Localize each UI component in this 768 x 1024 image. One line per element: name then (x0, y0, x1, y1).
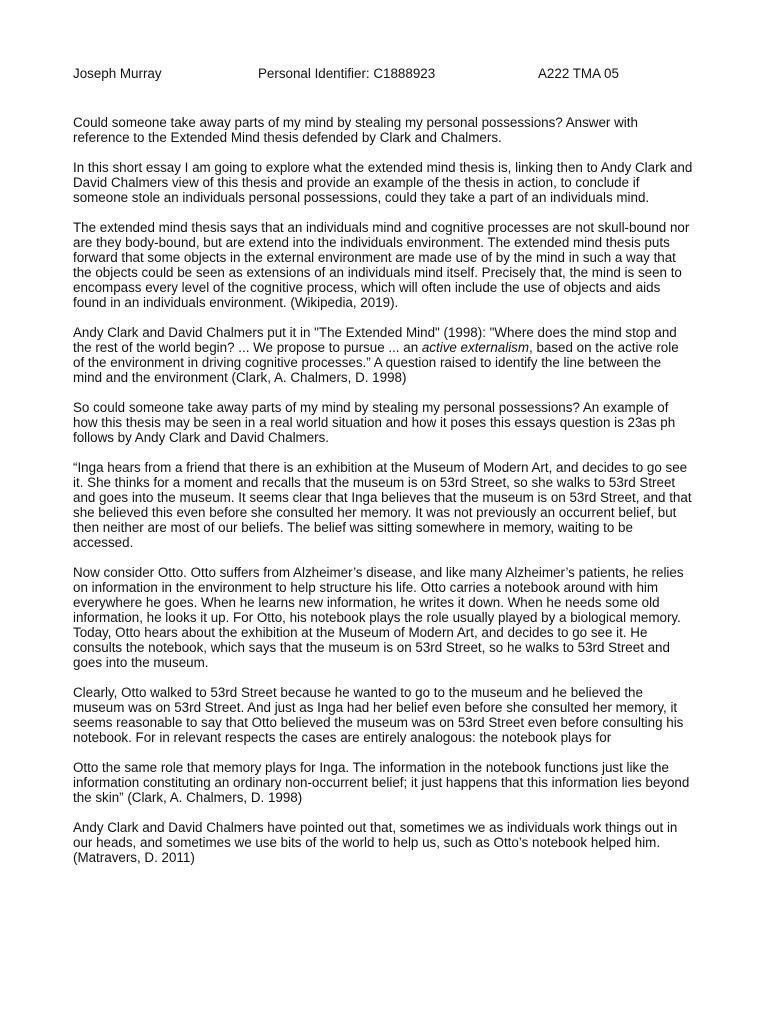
paragraph-inga: “Inga hears from a friend that there is an exhibition at the Museum of Modern Art, and decides to go see it. She thinks for a moment and recalls that the museum is on 53rd Street, so she walks to 53rd Street and goes into the museum. It seems clear that Inga believes that the museum is on 53rd Street, and that she believed this even before she consulted her memory. It was not previously an occurrent belief, but then neither are most of our beliefs. The belief was sitting somewhere in memory, waiting to be accessed. (73, 460, 692, 550)
document-header (73, 66, 693, 81)
paragraph-otto: Now consider Otto. Otto suffers from Alzheimer’s disease, and like many Alzheimer’s patients, he relies on information in the environment to help structure his life. Otto carries a notebook around with him everywhere he goes. When he learns new information, he writes it down. When he needs some old information, he looks it up. For Otto, his notebook plays the role usually played by a biological memory. Today, Otto hears about the exhibition at the Museum of Modern Art, and decides to go see it. He consults the notebook, which says that the museum is on 53rd Street, so he walks to 53rd Street and goes into the museum. (73, 565, 684, 670)
quote-text-end: , based on the active role of the environment in driving cognitive processes.” A question raised to identify the line between the mind and the environment (Clark, A. Chalmers, D. 1998) (73, 340, 679, 385)
document-page (73, 66, 693, 880)
quote-text-start: Andy Clark and David Chalmers put it in "The Extended Mind" (1998): "Where does the mind stop and the rest of the world begin? ... We propose to pursue ... an (73, 325, 677, 355)
paragraph-introduction: In this short essay I am going to explore what the extended mind thesis is, linking then to Andy Clark and David Chalmers view of this thesis and provide an example of the thesis in action, to conclude if someone stole an individuals personal possessions, could they take a part of an individuals mind. (73, 160, 693, 205)
paragraph-thesis-definition: The extended mind thesis says that an individuals mind and cognitive processes are not skull-bound nor are they body-bound, but are extend into the individuals environment. The extended mind thesis puts forward that some objects in the external environment are made use of by the mind in such a way that the objects could be seen as extensions of an individuals mind itself. Precisely that, the mind is seen to encompass every level of the cognitive process, which will often include the use of objects and aids found in an individuals environment. (Wikipedia, 2019). (73, 220, 690, 310)
paragraph-example-intro: So could someone take away parts of my mind by stealing my personal possessions? An example of how this thesis may be seen in a real world situation and how it poses this essays question is 23as ph follows by Andy Clark and David Chalmers. (73, 400, 676, 445)
paragraph-clark-chalmers-quote (73, 325, 693, 385)
author-name: Joseph Murray (73, 66, 162, 81)
paragraph-otto-analysis: Clearly, Otto walked to 53rd Street because he wanted to go to the museum and he believed the museum was on 53rd Street. And just as Inga had her belief even before she consulted her memory, it seems reasonable to say that Otto believed the museum was on 53rd Street even before consulting his notebook. For in relevant respects the cases are entirely analogous: the notebook plays for (73, 685, 684, 745)
paragraph-otto-conclusion: Otto the same role that memory plays for Inga. The information in the notebook functions just like the information constituting an ordinary non-occurrent belief; it just happens that this information lies beyond the skin” (Clark, A. Chalmers, D. 1998) (73, 760, 690, 805)
paragraph-summary: Andy Clark and David Chalmers have pointed out that, sometimes we as individuals work things out in our heads, and sometimes we use bits of the world to help us, such as Otto’s notebook helped him. (Matravers, D. 2011) (73, 820, 678, 865)
personal-identifier: Personal Identifier: C1888923 (258, 66, 436, 81)
essay-question: Could someone take away parts of my mind by stealing my personal possessions? Answer with reference to the Extended Mind thesis defended by Clark and Chalmers. (73, 115, 638, 145)
quote-emphasis: active externalism (421, 340, 530, 355)
course-code: A222 TMA 05 (538, 66, 619, 81)
